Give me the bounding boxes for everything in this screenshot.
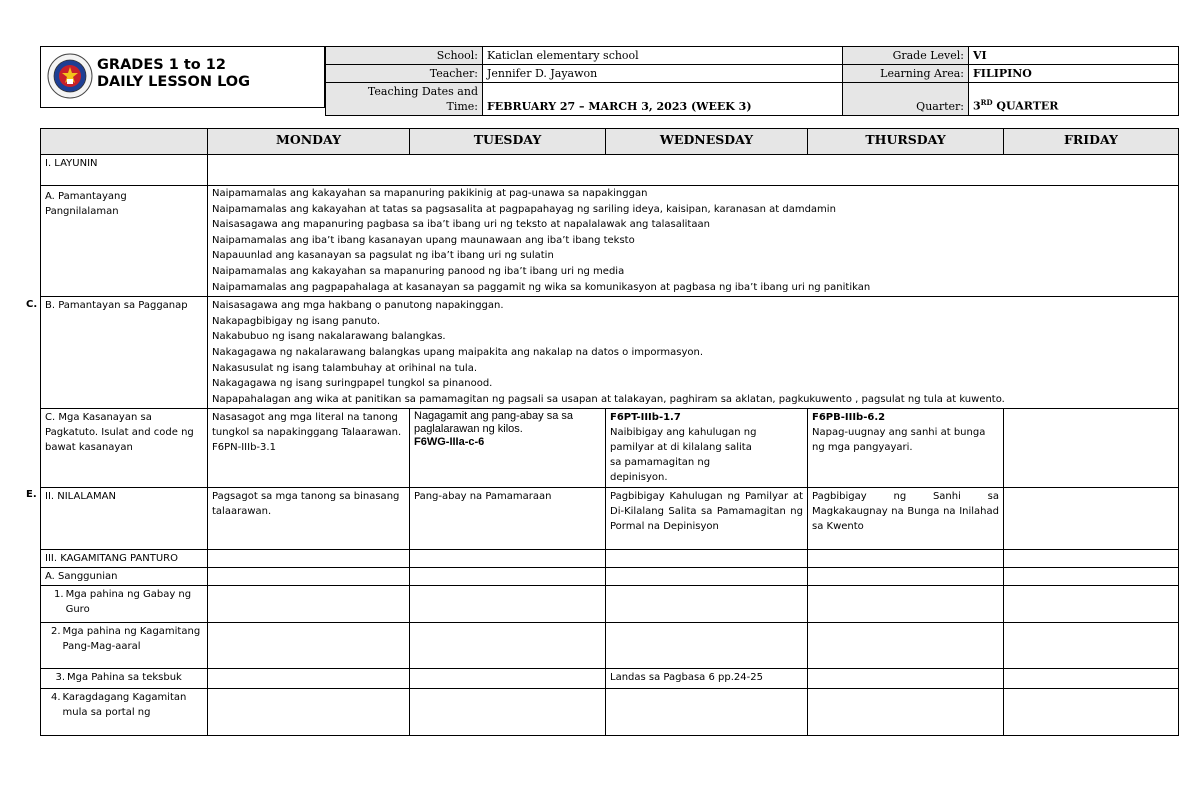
layunin-content [208, 155, 1179, 186]
ref-label-2 [41, 623, 208, 669]
info-table [325, 46, 1179, 116]
teacher-value: Jennifer D. Jayawon [483, 65, 843, 83]
empty-cell [208, 669, 410, 689]
ref-text-1: Mga pahina ng Gabay ng Guro [65, 589, 192, 616]
nilalaman-monday: Pagsagot sa mga tanong sa binasang talaarawan. [208, 488, 410, 550]
nilalaman-row [41, 488, 1179, 550]
pp-line: Napauunlad ang kasanayan sa pagsulat ng iba’t ibang uri ng sulatin [212, 250, 554, 262]
empty-cell [1004, 550, 1179, 568]
ref-label-3 [41, 669, 208, 689]
corner-cell [41, 129, 208, 155]
pg-line: Nakagagawa ng nakalarawang balangkas upang maipakita ang nakalap na datos o impormasyon. [212, 346, 704, 358]
dll-header [40, 46, 325, 108]
days-header-row [41, 129, 1179, 155]
quarter-suffix: RD [980, 98, 993, 108]
pp-line: Naipamamalas ang kakayahan at tatas sa pagsasalita at pagpapahayag ng sariling ideya, kaisipan, karanasan at damdamin [212, 203, 836, 215]
kasanayan-thursday-text: Napag-uugnay ang sanhi at bunga ng mga pangyayari. [812, 427, 986, 454]
ref-num-2: 2. [51, 626, 61, 638]
empty-cell [808, 550, 1004, 568]
empty-cell [1004, 586, 1179, 623]
empty-cell [208, 623, 410, 669]
teacher-label: Teacher: [326, 65, 483, 83]
kasanayan-tuesday-code: F6WG-IIIa-c-6 [414, 436, 485, 449]
dates-value: FEBRUARY 27 – MARCH 3, 2023 (WEEK 3) [483, 83, 843, 116]
empty-cell [808, 586, 1004, 623]
kasanayan-wednesday [606, 409, 808, 488]
dates-label-line-2: Time: [446, 100, 478, 113]
day-friday: FRIDAY [1004, 129, 1179, 155]
layunin-label: I. LAYUNIN [41, 155, 208, 186]
kasanayan-tuesday [410, 409, 606, 488]
pamantayan-sa-pagganap-row [41, 297, 1179, 409]
ref-text-2: Mga pahina ng Kagamitang Pang-Mag-aaral [62, 626, 201, 653]
ref-row-1 [41, 586, 1179, 623]
learning-area-value: FILIPINO [969, 65, 1179, 83]
day-thursday: THURSDAY [808, 129, 1004, 155]
nilalaman-tuesday: Pang-abay na Pamamaraan [410, 488, 606, 550]
title-line-2: DAILY LESSON LOG [97, 74, 251, 90]
empty-cell [808, 623, 1004, 669]
school-label: School: [326, 47, 483, 65]
empty-cell [208, 550, 410, 568]
kasanayan-wednesday-code: F6PT-IIIb-1.7 [610, 412, 681, 424]
quarter-word: QUARTER [992, 100, 1059, 113]
empty-cell [808, 689, 1004, 736]
empty-cell [808, 568, 1004, 586]
document-title [97, 57, 250, 91]
deped-seal-icon [47, 53, 93, 99]
sanggunian-label: A. Sanggunian [41, 568, 208, 586]
empty-cell [410, 623, 606, 669]
empty-cell [808, 669, 1004, 689]
empty-cell [410, 669, 606, 689]
empty-cell [410, 586, 606, 623]
kasanayan-label: C. Mga Kasanayan sa Pagkatuto. Isulat and code ng bawat kasanayan [41, 409, 208, 488]
nilalaman-thursday: Pagbibigay ng Sanhi sa Magkakaugnay na Bunga na Inilahad sa Kwento [808, 488, 1004, 550]
empty-cell [1004, 669, 1179, 689]
kagamitang-row [41, 550, 1179, 568]
ref-text-3: Mga Pahina sa teksbuk [67, 672, 182, 684]
nilalaman-wednesday: Pagbibigay Kahulugan ng Pamilyar at Di-Kilalang Salita sa Pamamagitan ng Pormal na Depinisyon [606, 488, 808, 550]
empty-cell [1004, 568, 1179, 586]
ref-num-1: 1. [54, 589, 64, 601]
ref-2-wednesday [606, 623, 808, 669]
kasanayan-tuesday-text: Nagagamit ang pang-abay sa sa paglalarawan ng kilos. [414, 410, 573, 436]
grade-level-label: Grade Level: [843, 47, 969, 65]
nilalaman-label: II. NILALAMAN [41, 488, 208, 550]
kasanayan-row [41, 409, 1179, 488]
kasanayan-thursday-code: F6PB-IIIb-6.2 [812, 412, 886, 424]
pg-line: Nakapagbibigay ng isang panuto. [212, 315, 381, 327]
ref-row-3 [41, 669, 1179, 689]
marker-c: C. [26, 299, 38, 310]
quarter-value [969, 83, 1179, 116]
empty-cell [606, 550, 808, 568]
pp-line: Naisasagawa ang mapanuring pagbasa sa iba’t ibang uri ng teksto at napalalawak ang talasalitaan [212, 219, 710, 231]
empty-cell [1004, 623, 1179, 669]
pg-line: Nakabubuo ng isang nakalarawang balangkas. [212, 331, 446, 343]
ref-row-4 [41, 689, 1179, 736]
layunin-row [41, 155, 1179, 186]
kasanayan-thursday [808, 409, 1004, 488]
quarter-number: 3 [973, 100, 981, 113]
empty-cell [410, 568, 606, 586]
pg-line: Napapahalagan ang wika at panitikan sa pamamagitan ng pagsali sa usapan at talakayan, paghiram sa aklatan, pagkukuwento , pagsulat ng tula at kuwento. [212, 393, 1005, 405]
pamantayan-sa-pagganap-label: B. Pamantayan sa Pagganap [41, 297, 208, 409]
day-monday: MONDAY [208, 129, 410, 155]
pamantayang-pangnilalaman-label: A. Pamantayang Pangnilalaman [41, 186, 208, 297]
empty-cell [208, 586, 410, 623]
ref-4-wednesday [606, 689, 808, 736]
empty-cell [606, 568, 808, 586]
kasanayan-monday: Nasasagot ang mga literal na tanong tungkol sa napakinggang Talaarawan. F6PN-IIIb-3.1 [208, 409, 410, 488]
empty-cell [410, 550, 606, 568]
day-tuesday: TUESDAY [410, 129, 606, 155]
dates-label-line-1: Teaching Dates and [367, 85, 478, 98]
learning-area-label: Learning Area: [843, 65, 969, 83]
day-wednesday: WEDNESDAY [606, 129, 808, 155]
title-line-1: GRADES 1 to 12 [97, 57, 226, 73]
ref-row-2 [41, 623, 1179, 669]
grade-level-value: VI [969, 47, 1179, 65]
ref-text-4: Karagdagang Kagamitan mula sa portal ng [62, 692, 187, 719]
pp-line: Naipamamalas ang iba’t ibang kasanayan upang maunawaan ang iba’t ibang teksto [212, 234, 635, 246]
pg-line: Nakasusulat ng isang talambuhay at orihinal na tula. [212, 362, 478, 374]
pg-line: Naisasagawa ang mga hakbang o panutong napakinggan. [212, 300, 504, 312]
pamantayang-pangnilalaman-row [41, 186, 1179, 297]
quarter-label: Quarter: [843, 83, 969, 116]
sanggunian-row [41, 568, 1179, 586]
kasanayan-wednesday-text: Naibibigay ang kahulugan ng pamilyar at di kilalang salita sa pamamagitan ng depinisyon. [610, 427, 757, 484]
pp-line: Naipamamalas ang kakayahan sa mapanuring panood ng iba’t ibang uri ng media [212, 265, 625, 277]
dates-label [326, 83, 483, 116]
empty-cell [208, 568, 410, 586]
ref-label-1 [41, 586, 208, 623]
lesson-log-table [40, 128, 1179, 736]
pamantayan-sa-pagganap-content [208, 297, 1179, 409]
ref-3-wednesday: Landas sa Pagbasa 6 pp.24-25 [606, 669, 808, 689]
empty-cell [1004, 689, 1179, 736]
empty-cell [208, 689, 410, 736]
nilalaman-friday [1004, 488, 1179, 550]
ref-1-wednesday [606, 586, 808, 623]
pamantayang-pangnilalaman-content [208, 186, 1179, 297]
school-value: Katiclan elementary school [483, 47, 843, 65]
kasanayan-friday [1004, 409, 1179, 488]
kagamitang-label: III. KAGAMITANG PANTURO [41, 550, 208, 568]
pp-line: Naipamamalas ang pagpapahalaga at kasanayan sa paggamit ng wika sa komunikasyon at pagbasa ng iba’t ibang uri ng panitikan [212, 281, 871, 293]
marker-e: E. [26, 489, 37, 500]
ref-label-4 [41, 689, 208, 736]
empty-cell [410, 689, 606, 736]
pp-line: Naipamamalas ang kakayahan sa mapanuring pakikinig at pag-unawa sa napakinggan [212, 188, 648, 199]
pg-line: Nakagagawa ng isang suringpapel tungkol sa pinanood. [212, 378, 493, 390]
ref-num-4: 4. [51, 692, 61, 704]
ref-num-3: 3. [55, 672, 65, 684]
